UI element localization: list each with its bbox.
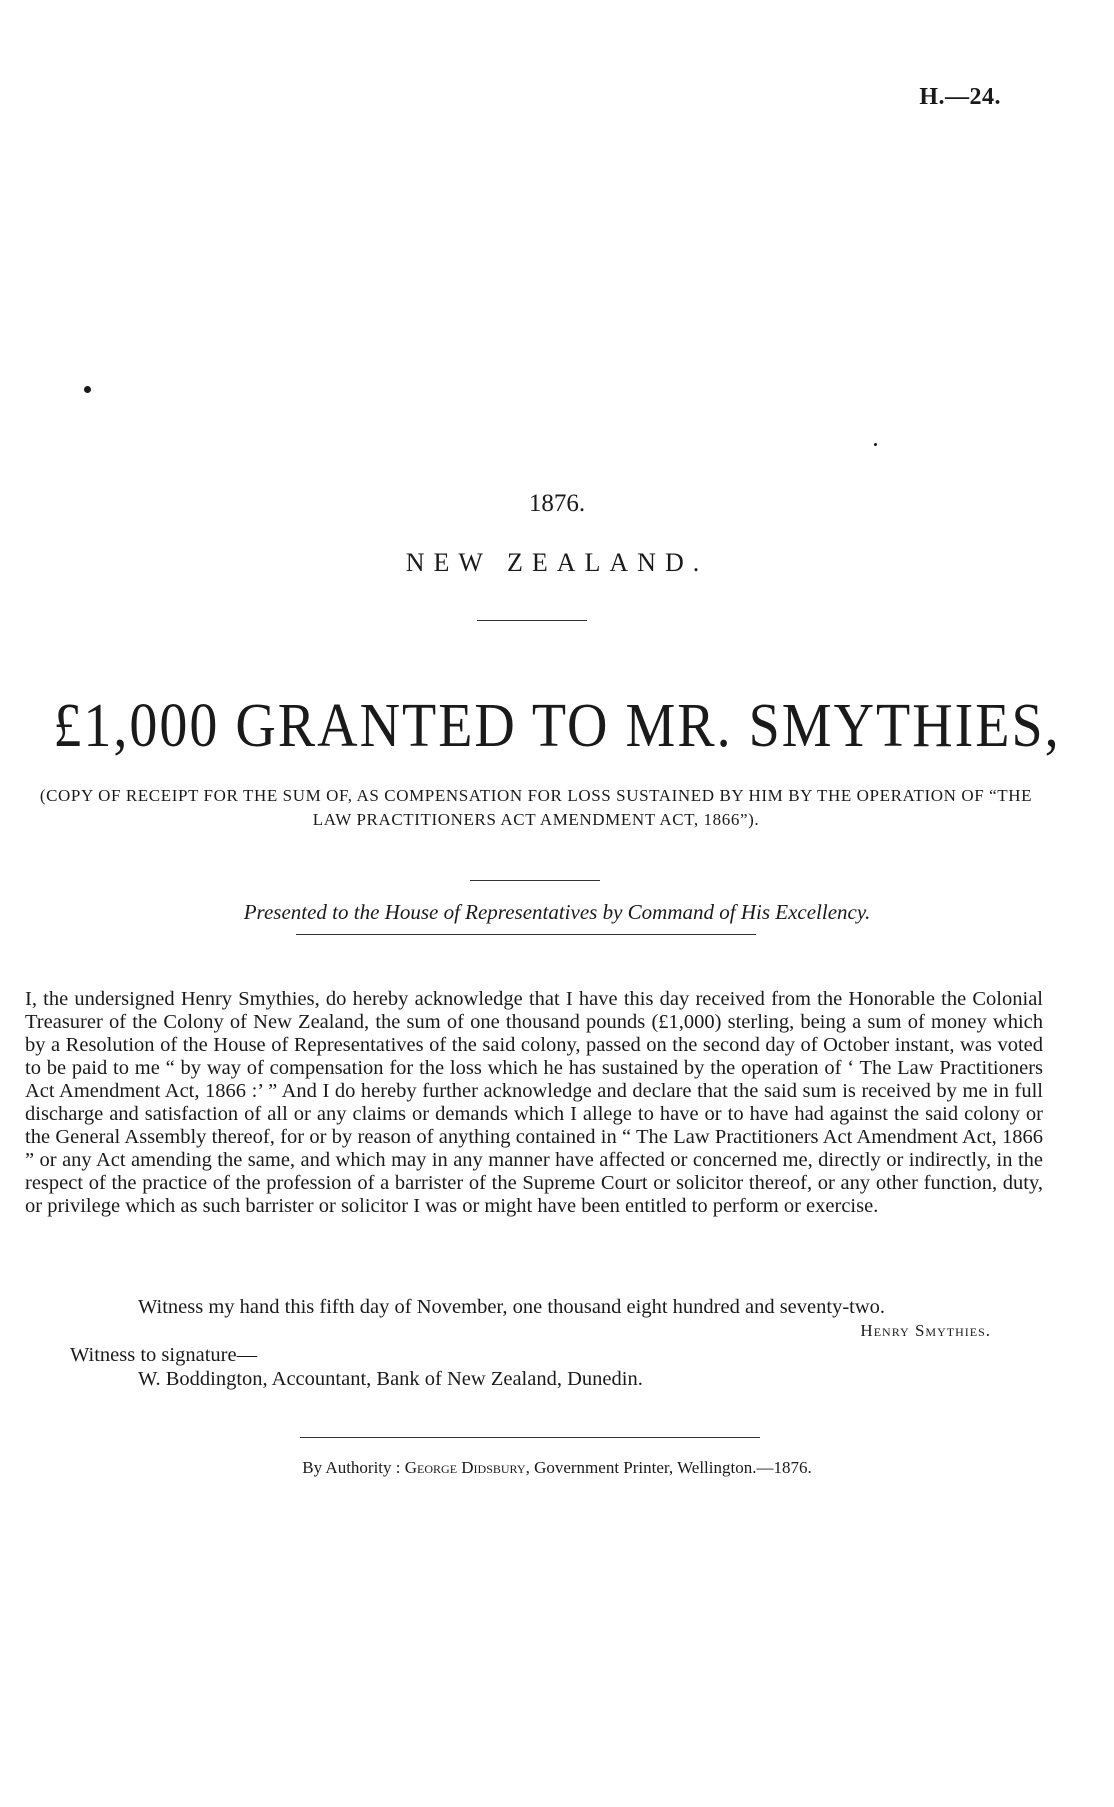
- divider: [470, 880, 600, 881]
- presented-line: Presented to the House of Representatives by Command of His Excellency.: [243, 900, 871, 924]
- receipt-body: I, the undersigned Henry Smythies, do hereby acknowledge that I have this day received from the Honorable the Colonial Treasurer of the Colony of New Zealand, the sum of one thousand pounds (£1,000) sterling, being a sum of money which by a Resolution of the House of Representatives of the said colony, passed on the second day of October instant, was voted to be paid to me “ by way of compensation for the loss which he has sustained by the operation of ‘ The Law Practitioners Act Amendment Act, 1866 :’ ” And I do hereby further acknowledge and declare that the said sum is received by me in full discharge and satisfaction of all or any claims or demands which I allege to have or to have had against the said colony or the General Assembly thereof, for or by reason of anything contained in “ The Law Practitioners Act Amendment Act, 1866 ” or any Act amending the same, and which may in any manner have affected or concerned me, directly or indirectly, in the respect of the practice of the profession of a barrister of the Supreme Court or solicitor thereof, or any other function, duty, or privilege which as such barrister or solicitor I was or might have been entitled to perform or exercise.: [25, 988, 1043, 1217]
- witness-statement: Witness my hand this fifth day of November, one thousand eight hundred and seventy-two.: [138, 1296, 886, 1318]
- document-country: NEW ZEALAND.: [405, 548, 709, 577]
- witness-name: W. Boddington, Accountant, Bank of New Zealand, Dunedin.: [138, 1368, 643, 1390]
- printer-name: George Didsbury: [404, 1458, 526, 1477]
- ink-mark: [84, 386, 91, 393]
- document-year: 1876.: [528, 490, 586, 517]
- footer-suffix: , Government Printer, Wellington.—1876.: [525, 1458, 812, 1477]
- signature: Henry Smythies.: [860, 1321, 991, 1340]
- divider: [300, 1437, 760, 1438]
- printer-footer: [0, 1458, 1114, 1478]
- page-reference: H.—24.: [919, 84, 1001, 110]
- divider: [477, 620, 587, 621]
- witness-label: Witness to signature—: [70, 1344, 258, 1366]
- ink-mark: [874, 443, 877, 446]
- footer-prefix: By Authority :: [302, 1458, 405, 1477]
- document-subtitle: (COPY OF RECEIPT FOR THE SUM OF, AS COMPENSATION FOR LOSS SUSTAINED BY HIM BY THE OPERATION OF “THE LAW PRACTITIONERS ACT AMENDMENT ACT, 1866”).: [39, 786, 1033, 829]
- document-title: £1,000 GRANTED TO MR. SMYTHIES,: [53, 691, 1061, 761]
- divider: [296, 934, 756, 935]
